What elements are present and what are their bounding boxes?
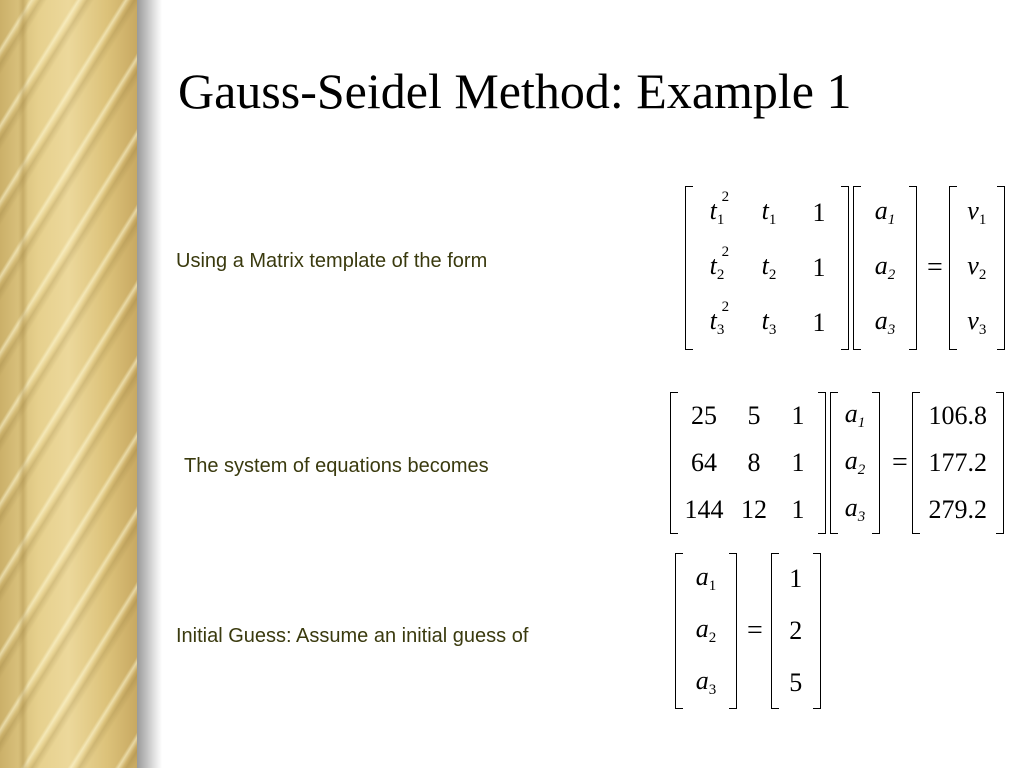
matrix-cell: 8 [747, 447, 761, 477]
guess-unknown-vector [675, 553, 737, 709]
equals-sign: = [927, 252, 943, 283]
vector-cell: 279.2 [928, 495, 988, 525]
vector-cell: $a_1$ [874, 196, 896, 229]
vector-cell: $a_1$ [844, 398, 866, 431]
matrix-cell: t 2 1 [709, 189, 730, 229]
matrix-cell: t 2 3 [709, 298, 730, 338]
label-initial-guess: Initial Guess: Assume an initial guess of [176, 625, 529, 647]
system-coefficient-matrix [670, 392, 826, 534]
matrix-cell: 12 [741, 495, 767, 525]
guess-value-vector [771, 553, 821, 709]
vector-cell: $a_3$ [844, 493, 866, 526]
template-equation [685, 186, 1005, 350]
vector-cell: 5 [789, 668, 803, 697]
matrix-cell: t 2 2 [709, 243, 730, 283]
matrix-cell: 25 [691, 400, 717, 430]
label-system-of-equations: The system of equations becomes [184, 455, 489, 477]
vector-cell: $a_3$ [874, 305, 896, 338]
vector-cell: 106.8 [928, 400, 988, 430]
vector-cell: $a_2$ [874, 250, 896, 283]
matrix-cell: 144 [684, 495, 724, 525]
matrix-cell: $t_3$ [761, 305, 777, 338]
system-unknown-vector [830, 392, 880, 534]
decorative-gold-border [0, 0, 137, 768]
matrix-cell: $t_2$ [761, 250, 777, 283]
system-rhs-vector [912, 392, 1004, 534]
matrix-cell: 64 [691, 447, 717, 477]
template-coefficient-matrix [685, 186, 849, 350]
matrix-cell: 1 [812, 307, 826, 337]
matrix-cell: 1 [812, 198, 826, 228]
template-unknown-vector [853, 186, 917, 350]
decorative-shadow-column [137, 0, 162, 768]
vector-cell: $a_1$ [695, 562, 717, 594]
vector-cell: $a_3$ [695, 666, 717, 698]
system-equation [670, 392, 1004, 534]
label-matrix-template: Using a Matrix template of the form [176, 250, 488, 272]
equals-sign: = [747, 615, 763, 646]
initial-guess-equation [675, 553, 821, 709]
matrix-cell: 5 [747, 400, 761, 430]
matrix-cell: 1 [791, 400, 805, 430]
vector-cell: $v_1$ [967, 196, 987, 229]
vector-cell: $v_2$ [967, 250, 987, 283]
equals-sign: = [892, 447, 908, 478]
matrix-cell: 1 [791, 495, 805, 525]
matrix-cell: $t_1$ [761, 196, 777, 229]
vector-cell: 177.2 [928, 447, 988, 477]
matrix-cell: 1 [812, 252, 826, 282]
matrix-cell: 1 [791, 447, 805, 477]
vector-cell: $a_2$ [844, 445, 866, 478]
vector-cell: 1 [789, 564, 803, 593]
slide-title: Gauss-Seidel Method: Example 1 [178, 63, 852, 119]
vector-cell: 2 [789, 616, 803, 645]
vector-cell: $v_3$ [967, 305, 987, 338]
vector-cell: $a_2$ [695, 614, 717, 646]
template-rhs-vector [949, 186, 1005, 350]
